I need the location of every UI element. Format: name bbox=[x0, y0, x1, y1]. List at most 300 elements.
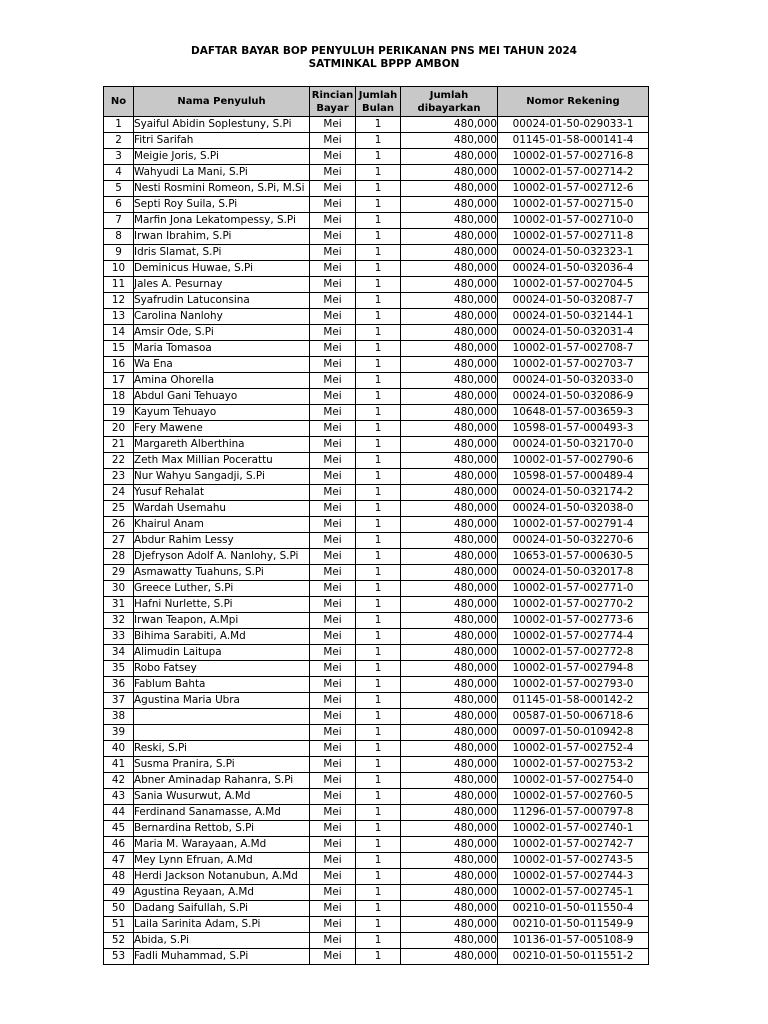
cell-nama: Wardah Usemahu bbox=[134, 501, 310, 517]
cell-rincian: Mei bbox=[310, 341, 356, 357]
cell-nama: Meigie Joris, S.Pi bbox=[134, 149, 310, 165]
table-row bbox=[104, 117, 649, 133]
cell-rekening: 11296-01-57-000797-8 bbox=[498, 805, 649, 821]
cell-nama: Yusuf Rehalat bbox=[134, 485, 310, 501]
cell-no: 28 bbox=[104, 549, 134, 565]
cell-jumlah-dibayarkan: 480,000 bbox=[401, 389, 498, 405]
cell-jumlah-bulan: 1 bbox=[356, 485, 401, 501]
cell-nama: Jales A. Pesurnay bbox=[134, 277, 310, 293]
table-row bbox=[104, 757, 649, 773]
header-nama-label: Nama Penyuluh bbox=[177, 96, 266, 107]
table-row bbox=[104, 949, 649, 965]
cell-no: 35 bbox=[104, 661, 134, 677]
cell-nama: Herdi Jackson Notanubun, A.Md bbox=[134, 869, 310, 885]
cell-jumlah-dibayarkan: 480,000 bbox=[401, 149, 498, 165]
cell-rekening: 10598-01-57-000489-4 bbox=[498, 469, 649, 485]
cell-no: 46 bbox=[104, 837, 134, 853]
table-row bbox=[104, 565, 649, 581]
cell-rekening: 00210-01-50-011549-9 bbox=[498, 917, 649, 933]
cell-no: 29 bbox=[104, 565, 134, 581]
title-line-2: SATMINKAL BPPP AMBON bbox=[308, 58, 460, 70]
cell-no: 49 bbox=[104, 885, 134, 901]
table-row bbox=[104, 293, 649, 309]
table-row bbox=[104, 373, 649, 389]
table-row bbox=[104, 341, 649, 357]
table-row bbox=[104, 869, 649, 885]
cell-rincian: Mei bbox=[310, 165, 356, 181]
cell-jumlah-bulan: 1 bbox=[356, 693, 401, 709]
cell-jumlah-dibayarkan: 480,000 bbox=[401, 821, 498, 837]
cell-jumlah-dibayarkan: 480,000 bbox=[401, 517, 498, 533]
cell-rincian: Mei bbox=[310, 581, 356, 597]
table-row bbox=[104, 853, 649, 869]
cell-jumlah-dibayarkan: 480,000 bbox=[401, 485, 498, 501]
cell-jumlah-bulan: 1 bbox=[356, 613, 401, 629]
cell-no: 36 bbox=[104, 677, 134, 693]
cell-rincian: Mei bbox=[310, 725, 356, 741]
cell-rekening: 10002-01-57-002752-4 bbox=[498, 741, 649, 757]
cell-no: 13 bbox=[104, 309, 134, 325]
cell-rincian: Mei bbox=[310, 933, 356, 949]
cell-rincian: Mei bbox=[310, 693, 356, 709]
cell-no: 45 bbox=[104, 821, 134, 837]
cell-jumlah-bulan: 1 bbox=[356, 805, 401, 821]
cell-no: 33 bbox=[104, 629, 134, 645]
cell-rekening: 00024-01-50-032323-1 bbox=[498, 245, 649, 261]
cell-jumlah-bulan: 1 bbox=[356, 293, 401, 309]
cell-jumlah-dibayarkan: 480,000 bbox=[401, 949, 498, 965]
cell-jumlah-dibayarkan: 480,000 bbox=[401, 677, 498, 693]
cell-jumlah-bulan: 1 bbox=[356, 677, 401, 693]
table-row bbox=[104, 933, 649, 949]
cell-rincian: Mei bbox=[310, 853, 356, 869]
cell-rincian: Mei bbox=[310, 245, 356, 261]
table-row bbox=[104, 421, 649, 437]
cell-jumlah-bulan: 1 bbox=[356, 357, 401, 373]
cell-no: 12 bbox=[104, 293, 134, 309]
cell-jumlah-dibayarkan: 480,000 bbox=[401, 869, 498, 885]
cell-jumlah-bulan: 1 bbox=[356, 629, 401, 645]
cell-jumlah-dibayarkan: 480,000 bbox=[401, 901, 498, 917]
cell-no: 44 bbox=[104, 805, 134, 821]
cell-rincian: Mei bbox=[310, 293, 356, 309]
cell-nama: Irwan Ibrahim, S.Pi bbox=[134, 229, 310, 245]
cell-rekening: 10002-01-57-002740-1 bbox=[498, 821, 649, 837]
cell-nama: Amina Ohorella bbox=[134, 373, 310, 389]
cell-rincian: Mei bbox=[310, 197, 356, 213]
cell-rekening: 10002-01-57-002793-0 bbox=[498, 677, 649, 693]
cell-rekening: 10002-01-57-002754-0 bbox=[498, 773, 649, 789]
header-rekening bbox=[498, 87, 649, 117]
cell-jumlah-bulan: 1 bbox=[356, 661, 401, 677]
cell-nama: Amsir Ode, S.Pi bbox=[134, 325, 310, 341]
cell-no: 6 bbox=[104, 197, 134, 213]
payment-table bbox=[103, 86, 649, 965]
cell-jumlah-dibayarkan: 480,000 bbox=[401, 229, 498, 245]
cell-jumlah-bulan: 1 bbox=[356, 821, 401, 837]
cell-rekening: 01145-01-58-000141-4 bbox=[498, 133, 649, 149]
table-row bbox=[104, 229, 649, 245]
cell-rincian: Mei bbox=[310, 453, 356, 469]
cell-rincian: Mei bbox=[310, 389, 356, 405]
table-row bbox=[104, 453, 649, 469]
cell-rekening: 10002-01-57-002708-7 bbox=[498, 341, 649, 357]
cell-jumlah-dibayarkan: 480,000 bbox=[401, 293, 498, 309]
cell-nama: Djefryson Adolf A. Nanlohy, S.Pi bbox=[134, 549, 310, 565]
table-row bbox=[104, 629, 649, 645]
cell-nama: Alimudin Laitupa bbox=[134, 645, 310, 661]
cell-rincian: Mei bbox=[310, 613, 356, 629]
cell-nama: Susma Pranira, S.Pi bbox=[134, 757, 310, 773]
header-no bbox=[104, 87, 134, 117]
cell-jumlah-bulan: 1 bbox=[356, 181, 401, 197]
cell-nama: Khairul Anam bbox=[134, 517, 310, 533]
cell-jumlah-dibayarkan: 480,000 bbox=[401, 629, 498, 645]
cell-no: 37 bbox=[104, 693, 134, 709]
cell-no: 21 bbox=[104, 437, 134, 453]
table-row bbox=[104, 549, 649, 565]
cell-nama: Dadang Saifullah, S.Pi bbox=[134, 901, 310, 917]
cell-no: 3 bbox=[104, 149, 134, 165]
cell-jumlah-bulan: 1 bbox=[356, 757, 401, 773]
cell-rekening: 10002-01-57-002743-5 bbox=[498, 853, 649, 869]
table-row bbox=[104, 773, 649, 789]
cell-rincian: Mei bbox=[310, 501, 356, 517]
cell-no: 50 bbox=[104, 901, 134, 917]
cell-jumlah-bulan: 1 bbox=[356, 917, 401, 933]
table-row bbox=[104, 597, 649, 613]
cell-rincian: Mei bbox=[310, 885, 356, 901]
cell-rincian: Mei bbox=[310, 357, 356, 373]
cell-jumlah-bulan: 1 bbox=[356, 389, 401, 405]
cell-nama: Septi Roy Suila, S.Pi bbox=[134, 197, 310, 213]
table-row bbox=[104, 501, 649, 517]
cell-jumlah-dibayarkan: 480,000 bbox=[401, 933, 498, 949]
cell-no: 23 bbox=[104, 469, 134, 485]
cell-nama: Fery Mawene bbox=[134, 421, 310, 437]
cell-no: 52 bbox=[104, 933, 134, 949]
cell-jumlah-dibayarkan: 480,000 bbox=[401, 885, 498, 901]
cell-rincian: Mei bbox=[310, 869, 356, 885]
table-row bbox=[104, 213, 649, 229]
cell-no: 32 bbox=[104, 613, 134, 629]
table-row bbox=[104, 309, 649, 325]
cell-jumlah-dibayarkan: 480,000 bbox=[401, 325, 498, 341]
cell-no: 22 bbox=[104, 453, 134, 469]
cell-jumlah-bulan: 1 bbox=[356, 853, 401, 869]
table-row bbox=[104, 677, 649, 693]
cell-nama: Wa Ena bbox=[134, 357, 310, 373]
cell-rekening: 10002-01-57-002794-8 bbox=[498, 661, 649, 677]
cell-rekening: 10598-01-57-000493-3 bbox=[498, 421, 649, 437]
cell-jumlah-bulan: 1 bbox=[356, 149, 401, 165]
cell-nama: Fablum Bahta bbox=[134, 677, 310, 693]
cell-rekening: 10002-01-57-002714-2 bbox=[498, 165, 649, 181]
cell-rekening: 10002-01-57-002711-8 bbox=[498, 229, 649, 245]
cell-rekening: 10002-01-57-002772-8 bbox=[498, 645, 649, 661]
cell-no: 17 bbox=[104, 373, 134, 389]
cell-no: 5 bbox=[104, 181, 134, 197]
header-nama bbox=[134, 87, 310, 117]
cell-jumlah-bulan: 1 bbox=[356, 869, 401, 885]
cell-rekening: 00024-01-50-029033-1 bbox=[498, 117, 649, 133]
cell-nama: Bernardina Rettob, S.Pi bbox=[134, 821, 310, 837]
cell-jumlah-dibayarkan: 480,000 bbox=[401, 357, 498, 373]
table-row bbox=[104, 901, 649, 917]
header-jumlah-bulan-line2: Bulan bbox=[361, 102, 395, 114]
table-row bbox=[104, 389, 649, 405]
cell-nama: Marfin Jona Lekatompessy, S.Pi bbox=[134, 213, 310, 229]
cell-rekening: 10002-01-57-002774-4 bbox=[498, 629, 649, 645]
cell-nama: Idris Slamat, S.Pi bbox=[134, 245, 310, 261]
cell-jumlah-bulan: 1 bbox=[356, 261, 401, 277]
table-row bbox=[104, 149, 649, 165]
cell-jumlah-bulan: 1 bbox=[356, 373, 401, 389]
cell-nama: Syafrudin Latuconsina bbox=[134, 293, 310, 309]
cell-jumlah-dibayarkan: 480,000 bbox=[401, 709, 498, 725]
cell-jumlah-dibayarkan: 480,000 bbox=[401, 533, 498, 549]
cell-jumlah-dibayarkan: 480,000 bbox=[401, 773, 498, 789]
cell-no: 7 bbox=[104, 213, 134, 229]
cell-jumlah-bulan: 1 bbox=[356, 581, 401, 597]
cell-rincian: Mei bbox=[310, 821, 356, 837]
header-jumlah-dibayarkan bbox=[401, 87, 498, 117]
cell-jumlah-bulan: 1 bbox=[356, 565, 401, 581]
cell-rekening: 10002-01-57-002770-2 bbox=[498, 597, 649, 613]
cell-rincian: Mei bbox=[310, 677, 356, 693]
cell-rekening: 10136-01-57-005108-9 bbox=[498, 933, 649, 949]
cell-rincian: Mei bbox=[310, 405, 356, 421]
table-row bbox=[104, 725, 649, 741]
cell-rincian: Mei bbox=[310, 597, 356, 613]
cell-jumlah-bulan: 1 bbox=[356, 901, 401, 917]
cell-rekening: 00210-01-50-011551-2 bbox=[498, 949, 649, 965]
cell-jumlah-dibayarkan: 480,000 bbox=[401, 373, 498, 389]
cell-no: 10 bbox=[104, 261, 134, 277]
cell-jumlah-bulan: 1 bbox=[356, 405, 401, 421]
cell-nama: Margareth Alberthina bbox=[134, 437, 310, 453]
cell-rincian: Mei bbox=[310, 757, 356, 773]
cell-rekening: 00097-01-50-010942-8 bbox=[498, 725, 649, 741]
cell-no: 27 bbox=[104, 533, 134, 549]
cell-jumlah-bulan: 1 bbox=[356, 533, 401, 549]
cell-jumlah-dibayarkan: 480,000 bbox=[401, 421, 498, 437]
cell-jumlah-bulan: 1 bbox=[356, 245, 401, 261]
cell-jumlah-dibayarkan: 480,000 bbox=[401, 453, 498, 469]
cell-jumlah-dibayarkan: 480,000 bbox=[401, 261, 498, 277]
cell-rekening: 10002-01-57-002790-6 bbox=[498, 453, 649, 469]
header-rekening-label: Nomor Rekening bbox=[526, 96, 620, 107]
cell-jumlah-bulan: 1 bbox=[356, 213, 401, 229]
cell-nama: Wahyudi La Mani, S.Pi bbox=[134, 165, 310, 181]
cell-nama: Nur Wahyu Sangadji, S.Pi bbox=[134, 469, 310, 485]
header-jumlah-dibayarkan-line1: Jumlah bbox=[429, 89, 469, 101]
cell-rincian: Mei bbox=[310, 629, 356, 645]
cell-rincian: Mei bbox=[310, 709, 356, 725]
cell-no: 51 bbox=[104, 917, 134, 933]
table-row bbox=[104, 261, 649, 277]
cell-rincian: Mei bbox=[310, 949, 356, 965]
cell-jumlah-dibayarkan: 480,000 bbox=[401, 469, 498, 485]
cell-jumlah-dibayarkan: 480,000 bbox=[401, 133, 498, 149]
cell-rincian: Mei bbox=[310, 229, 356, 245]
cell-no: 47 bbox=[104, 853, 134, 869]
cell-no: 15 bbox=[104, 341, 134, 357]
cell-nama: Mey Lynn Efruan, A.Md bbox=[134, 853, 310, 869]
cell-no: 1 bbox=[104, 117, 134, 133]
table-row bbox=[104, 405, 649, 421]
cell-jumlah-dibayarkan: 480,000 bbox=[401, 757, 498, 773]
cell-nama: Greece Luther, S.Pi bbox=[134, 581, 310, 597]
header-jumlah-bulan-line1: Jumlah bbox=[358, 89, 398, 101]
table-row bbox=[104, 741, 649, 757]
cell-jumlah-bulan: 1 bbox=[356, 501, 401, 517]
table-row bbox=[104, 693, 649, 709]
cell-jumlah-dibayarkan: 480,000 bbox=[401, 565, 498, 581]
cell-nama: Maria M. Warayaan, A.Md bbox=[134, 837, 310, 853]
cell-rekening: 10002-01-57-002715-0 bbox=[498, 197, 649, 213]
cell-rincian: Mei bbox=[310, 485, 356, 501]
cell-no: 19 bbox=[104, 405, 134, 421]
cell-jumlah-dibayarkan: 480,000 bbox=[401, 437, 498, 453]
cell-rincian: Mei bbox=[310, 421, 356, 437]
header-rincian bbox=[310, 87, 356, 117]
cell-no: 8 bbox=[104, 229, 134, 245]
cell-jumlah-dibayarkan: 480,000 bbox=[401, 309, 498, 325]
cell-jumlah-bulan: 1 bbox=[356, 725, 401, 741]
cell-jumlah-bulan: 1 bbox=[356, 133, 401, 149]
cell-jumlah-dibayarkan: 480,000 bbox=[401, 277, 498, 293]
cell-nama: Ferdinand Sanamasse, A.Md bbox=[134, 805, 310, 821]
header-jumlah-dibayarkan-line2: dibayarkan bbox=[417, 102, 481, 114]
cell-no: 14 bbox=[104, 325, 134, 341]
cell-jumlah-dibayarkan: 480,000 bbox=[401, 405, 498, 421]
cell-jumlah-dibayarkan: 480,000 bbox=[401, 805, 498, 821]
cell-jumlah-bulan: 1 bbox=[356, 517, 401, 533]
cell-nama: Hafni Nurlette, S.Pi bbox=[134, 597, 310, 613]
table-row bbox=[104, 789, 649, 805]
cell-jumlah-bulan: 1 bbox=[356, 469, 401, 485]
cell-nama: Nesti Rosmini Romeon, S.Pi, M.Si bbox=[134, 181, 310, 197]
cell-rincian: Mei bbox=[310, 149, 356, 165]
cell-rincian: Mei bbox=[310, 917, 356, 933]
table-row bbox=[104, 325, 649, 341]
cell-jumlah-bulan: 1 bbox=[356, 949, 401, 965]
cell-rekening: 10002-01-57-002710-0 bbox=[498, 213, 649, 229]
cell-no: 20 bbox=[104, 421, 134, 437]
cell-jumlah-dibayarkan: 480,000 bbox=[401, 725, 498, 741]
cell-jumlah-bulan: 1 bbox=[356, 597, 401, 613]
cell-jumlah-dibayarkan: 480,000 bbox=[401, 197, 498, 213]
cell-rincian: Mei bbox=[310, 805, 356, 821]
cell-rekening: 00024-01-50-032174-2 bbox=[498, 485, 649, 501]
table-row bbox=[104, 277, 649, 293]
cell-rekening: 10002-01-57-002704-5 bbox=[498, 277, 649, 293]
cell-no: 26 bbox=[104, 517, 134, 533]
cell-rincian: Mei bbox=[310, 645, 356, 661]
cell-nama: Sania Wusurwut, A.Md bbox=[134, 789, 310, 805]
document-title bbox=[0, 45, 768, 71]
cell-rincian: Mei bbox=[310, 261, 356, 277]
cell-rincian: Mei bbox=[310, 373, 356, 389]
cell-jumlah-dibayarkan: 480,000 bbox=[401, 165, 498, 181]
cell-rekening: 10002-01-57-002791-4 bbox=[498, 517, 649, 533]
cell-rekening: 10002-01-57-002760-5 bbox=[498, 789, 649, 805]
table-row bbox=[104, 805, 649, 821]
cell-jumlah-dibayarkan: 480,000 bbox=[401, 613, 498, 629]
cell-nama: Abdur Rahim Lessy bbox=[134, 533, 310, 549]
cell-no: 42 bbox=[104, 773, 134, 789]
cell-jumlah-dibayarkan: 480,000 bbox=[401, 789, 498, 805]
cell-nama: Irwan Teapon, A.Mpi bbox=[134, 613, 310, 629]
cell-no: 34 bbox=[104, 645, 134, 661]
cell-no: 4 bbox=[104, 165, 134, 181]
cell-rincian: Mei bbox=[310, 117, 356, 133]
cell-nama bbox=[134, 709, 310, 725]
table-row bbox=[104, 885, 649, 901]
table-row bbox=[104, 645, 649, 661]
table-row bbox=[104, 517, 649, 533]
cell-rincian: Mei bbox=[310, 837, 356, 853]
cell-jumlah-bulan: 1 bbox=[356, 773, 401, 789]
cell-rekening: 10002-01-57-002703-7 bbox=[498, 357, 649, 373]
cell-no: 40 bbox=[104, 741, 134, 757]
cell-nama: Agustina Reyaan, A.Md bbox=[134, 885, 310, 901]
cell-jumlah-dibayarkan: 480,000 bbox=[401, 597, 498, 613]
cell-nama: Agustina Maria Ubra bbox=[134, 693, 310, 709]
table-header-row bbox=[104, 87, 649, 117]
cell-nama: Abner Aminadap Rahanra, S.Pi bbox=[134, 773, 310, 789]
cell-no: 31 bbox=[104, 597, 134, 613]
header-jumlah-bulan bbox=[356, 87, 401, 117]
cell-jumlah-bulan: 1 bbox=[356, 421, 401, 437]
cell-jumlah-bulan: 1 bbox=[356, 709, 401, 725]
table-row bbox=[104, 581, 649, 597]
cell-jumlah-dibayarkan: 480,000 bbox=[401, 549, 498, 565]
cell-jumlah-dibayarkan: 480,000 bbox=[401, 693, 498, 709]
cell-rekening: 00210-01-50-011550-4 bbox=[498, 901, 649, 917]
cell-jumlah-bulan: 1 bbox=[356, 789, 401, 805]
cell-rincian: Mei bbox=[310, 533, 356, 549]
cell-jumlah-bulan: 1 bbox=[356, 549, 401, 565]
cell-no: 18 bbox=[104, 389, 134, 405]
table-row bbox=[104, 709, 649, 725]
header-rincian-line2: Bayar bbox=[316, 102, 349, 114]
cell-no: 16 bbox=[104, 357, 134, 373]
cell-nama: Bihima Sarabiti, A.Md bbox=[134, 629, 310, 645]
cell-rekening: 00024-01-50-032038-0 bbox=[498, 501, 649, 517]
cell-rincian: Mei bbox=[310, 309, 356, 325]
table-row bbox=[104, 197, 649, 213]
table-row bbox=[104, 133, 649, 149]
table-row bbox=[104, 357, 649, 373]
cell-rekening: 10002-01-57-002773-6 bbox=[498, 613, 649, 629]
cell-jumlah-bulan: 1 bbox=[356, 197, 401, 213]
table-row bbox=[104, 181, 649, 197]
cell-rincian: Mei bbox=[310, 661, 356, 677]
cell-rincian: Mei bbox=[310, 469, 356, 485]
cell-rekening: 10648-01-57-003659-3 bbox=[498, 405, 649, 421]
cell-rekening: 10002-01-57-002716-8 bbox=[498, 149, 649, 165]
table-row bbox=[104, 437, 649, 453]
cell-nama: Fadli Muhammad, S.Pi bbox=[134, 949, 310, 965]
cell-nama: Asmawatty Tuahuns, S.Pi bbox=[134, 565, 310, 581]
table-row bbox=[104, 821, 649, 837]
cell-rincian: Mei bbox=[310, 517, 356, 533]
cell-jumlah-bulan: 1 bbox=[356, 165, 401, 181]
cell-nama: Laila Sarinita Adam, S.Pi bbox=[134, 917, 310, 933]
cell-rincian: Mei bbox=[310, 213, 356, 229]
